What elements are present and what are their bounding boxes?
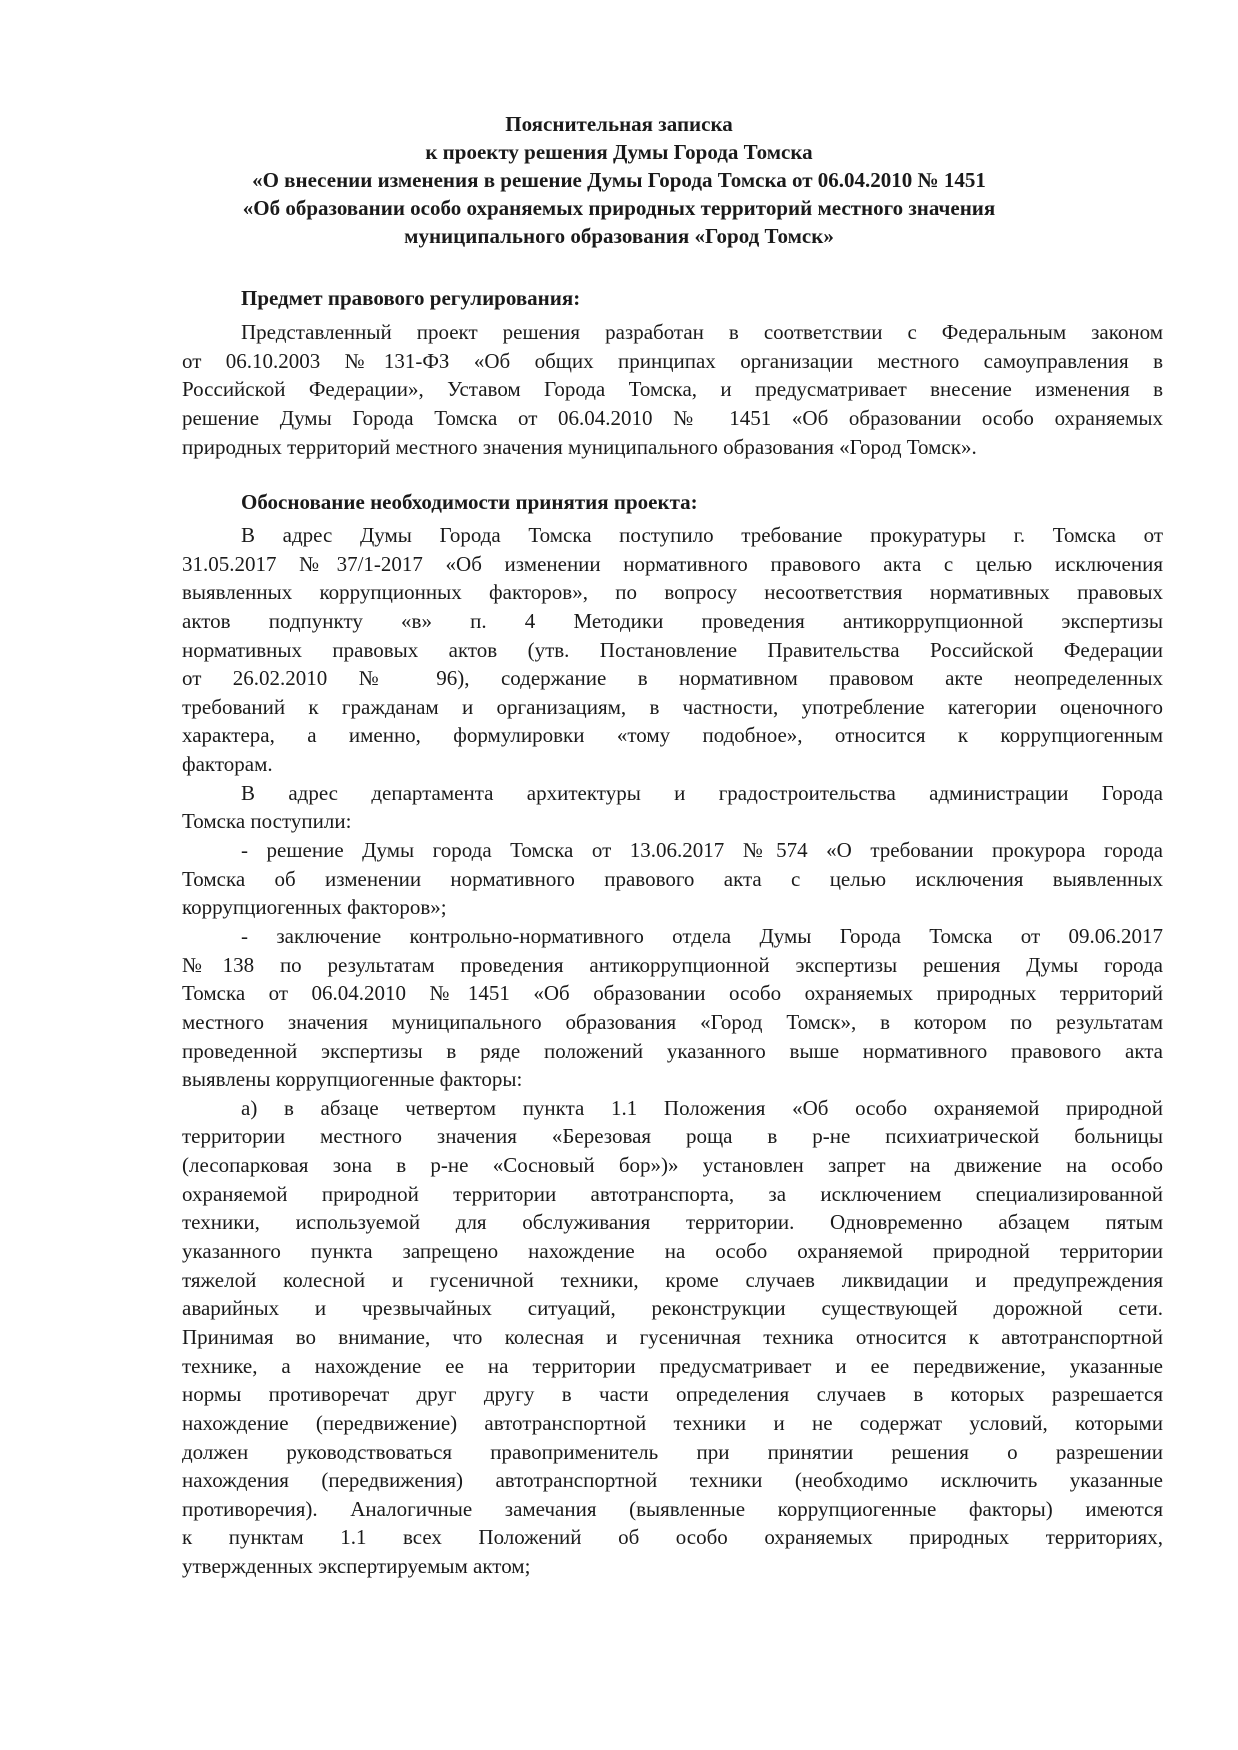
text-line: технике, а нахождение ее на территории предусматривает и ее передвижение, указанные — [182, 1353, 1163, 1378]
paragraph — [182, 836, 1163, 922]
text-line: нормы противоречат друг другу в части определения случаев в которых разрешается — [182, 1382, 1163, 1407]
text-line: проведенной экспертизы в ряде положений указанного выше нормативного правового акта — [182, 1038, 1163, 1063]
text-line: противоречия). Аналогичные замечания (выявленные коррупциогенные факторы) имеются — [182, 1496, 1163, 1521]
text-line: Представленный проект решения разработан в соответствии с Федеральным законом — [241, 320, 1163, 344]
text-line: 31.05.2017 №37/1-2017 «Об изменении нормативного правового акта с целью исключения — [182, 551, 1163, 576]
text-line: Российской Федерации», Уставом Города Томска, и предусматривает внесение изменения в — [182, 377, 1163, 402]
text-line: аварийных и чрезвычайных ситуаций, реконструкции существующей дорожной сети. — [182, 1296, 1163, 1321]
text-line: нормативных правовых актов (утв. Постановление Правительства Российской Федерации — [182, 637, 1163, 662]
title-line: «Об образовании особо охраняемых природных территорий местного значения — [242, 196, 996, 220]
text-line: В адрес департамента архитектуры и градостроительства администрации Города — [241, 780, 1163, 805]
text-line: Томска об изменении нормативного правового акта с целью исключения выявленных — [182, 866, 1163, 891]
paragraph — [182, 521, 1163, 779]
text-line: В адрес Думы Города Томска поступило требование прокуратуры г. Томска от — [241, 523, 1163, 547]
section-heading-justification: Обоснование необходимости принятия проекта: — [241, 490, 698, 514]
text-line: от 26.02.2010 № 96), содержание в нормативном правовом акте неопределенных — [182, 666, 1163, 691]
text-line: охраняемой природной территории автотранспорта, за исключением специализированной — [182, 1181, 1163, 1206]
text-line: (лесопарковая зона в р-не «Сосновый бор»)» установлен запрет на движение на особо — [182, 1153, 1163, 1178]
text-line: Томска от 06.04.2010 №1451 «Об образовании особо охраняемых природных территорий — [182, 981, 1163, 1006]
section-body-justification — [182, 521, 1163, 1581]
text-line: а) в абзаце четвертом пункта 1.1 Положения «Об особо охраняемой природной — [241, 1095, 1163, 1120]
title-line: к проекту решения Думы Города Томска — [425, 140, 813, 164]
title-line: Пояснительная записка — [505, 112, 733, 136]
text-line: нахождение (передвижение) автотранспортной техники и не содержат условий, которыми — [182, 1410, 1163, 1435]
text-line: факторам. — [182, 752, 273, 777]
text-line: характера, а именно, формулировки «тому подобное», относится к коррупциогенным — [182, 723, 1163, 748]
paragraph — [182, 922, 1163, 1094]
text-line: техники, используемой для обслуживания территории. Одновременно абзацем пятым — [182, 1210, 1163, 1235]
text-line: природных территорий местного значения муниципального образования «Город Томск». — [182, 434, 977, 459]
paragraph — [182, 779, 1163, 836]
text-line: выявлены коррупциогенные факторы: — [182, 1067, 523, 1092]
text-line: местного значения муниципального образования «Город Томск», в котором по результатам — [182, 1009, 1163, 1034]
text-line: от 06.10.2003 №131-ФЗ «Об общих принципах организации местного самоуправления в — [182, 348, 1163, 373]
text-line: указанного пункта запрещено нахождение на особо охраняемой природной территории — [182, 1239, 1163, 1264]
text-line: выявленных коррупционных факторов», по вопросу несоответствия нормативных правовых — [182, 580, 1163, 605]
paragraph — [182, 1094, 1163, 1581]
title-line: муниципального образования «Город Томск» — [404, 224, 834, 248]
text-line: актов подпункту «в» п. 4 Методики проведения антикоррупционной экспертизы — [182, 608, 1163, 633]
text-line: утвержденных экспертируемым актом; — [182, 1554, 531, 1579]
text-line: решение Думы Города Томска от 06.04.2010 № 1451 «Об образовании особо охраняемых — [182, 405, 1163, 430]
text-line: Принимая во внимание, что колесная и гусеничная техника относится к автотранспортной — [182, 1324, 1163, 1349]
title-line: «О внесении изменения в решение Думы Города Томска от 06.04.2010 № 1451 — [252, 168, 986, 192]
section-body-subject — [182, 318, 1163, 461]
text-line: Томска поступили: — [182, 809, 352, 834]
text-line: должен руководствоваться правоприменитель при принятии решения о разрешении — [182, 1439, 1163, 1464]
section-heading-subject: Предмет правового регулирования: — [241, 286, 581, 310]
text-line: №138 по результатам проведения антикоррупционной экспертизы решения Думы города — [182, 952, 1163, 977]
text-line: к пунктам 1.1 всех Положений об особо охраняемых природных территориях, — [182, 1525, 1163, 1550]
text-line: территории местного значения «Березовая роща в р-не психиатрической больницы — [182, 1124, 1163, 1149]
document-title — [0, 110, 1238, 250]
text-line: тяжелой колесной и гусеничной техники, кроме случаев ликвидации и предупреждения — [182, 1267, 1163, 1292]
text-line: - решение Думы города Томска от 13.06.2017 №574 «О требовании прокурора города — [241, 838, 1163, 863]
paragraph — [182, 318, 1163, 461]
text-line: коррупциогенных факторов»; — [182, 895, 447, 920]
text-line: - заключение контрольно-нормативного отдела Думы Города Томска от 09.06.2017 — [241, 923, 1163, 948]
text-line: нахождения (передвижения) автотранспортной техники (необходимо исключить указанные — [182, 1468, 1163, 1493]
text-line: требований к гражданам и организациям, в частности, употребление категории оценочного — [182, 694, 1163, 719]
